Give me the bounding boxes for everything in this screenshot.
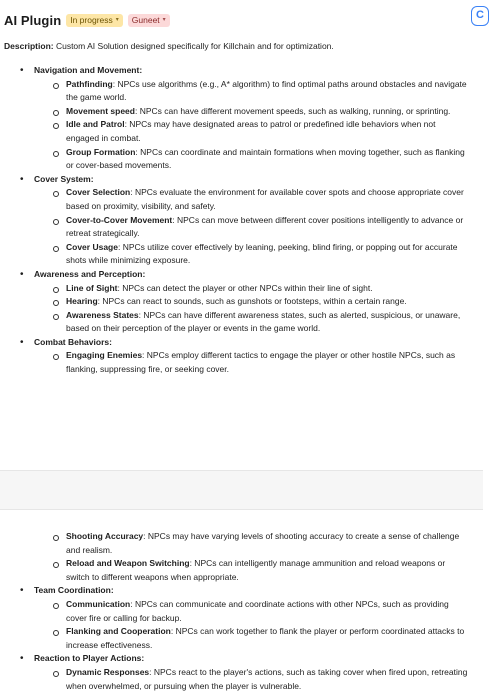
description-text: Custom AI Solution designed specifically for Killchain and for optimization. — [53, 41, 334, 51]
section-heading: • Reaction to Player Actions: — [34, 653, 145, 664]
item-text: : NPCs can have different movement speeds, such as walking, running, or sprinting. — [134, 105, 451, 116]
section-item — [0, 584, 483, 652]
list-item — [34, 118, 483, 145]
status-tag-label: In progress — [70, 14, 113, 25]
item-text: : NPCs can communicate and coordinate actions with other NPCs, such as providing cover fire or calling for backup. — [66, 598, 449, 623]
item-title: Idle and Patrol — [66, 119, 125, 130]
section-list — [0, 64, 483, 377]
item-title: Reload and Weapon Switching — [66, 558, 190, 569]
assignee-tag-label: Guneet — [131, 14, 160, 25]
item-title: Cover Usage — [66, 241, 118, 252]
item-text: : NPCs can coordinate and maintain formations when moving together, such as flanking or cover-based movements. — [66, 146, 465, 171]
item-text: : NPCs can have different awareness states, such as alerted, suspicious, or unaware, based on their perception of the player or events in the game world. — [66, 309, 461, 334]
assignee-tag[interactable] — [128, 14, 170, 27]
section-item — [0, 173, 483, 268]
document-page-2 — [0, 510, 483, 697]
section-list-continued — [0, 530, 483, 693]
item-title: Group Formation — [66, 146, 136, 157]
item-text: : NPCs use algorithms (e.g., A* algorithm) to find optimal paths around obstacles and navigate the game world. — [66, 78, 467, 103]
list-item — [34, 666, 483, 693]
section-heading: • Navigation and Movement: — [34, 65, 143, 75]
list-item — [34, 625, 483, 652]
item-text: : NPCs utilize cover effectively by leaning, peeking, blind firing, or popping out for accurate shots while minimizing exposure. — [66, 241, 458, 266]
item-title: Line of Sight — [66, 282, 118, 293]
list-item — [34, 557, 483, 584]
list-item — [34, 282, 483, 296]
item-title: Cover Selection — [66, 187, 131, 198]
item-title: Cover-to-Cover Movement — [66, 214, 173, 225]
list-item — [34, 78, 483, 105]
section-item — [0, 652, 483, 693]
section-item — [0, 336, 483, 377]
item-title: Hearing — [66, 296, 98, 307]
list-item — [34, 295, 483, 309]
item-text: : NPCs evaluate the environment for available cover spots and choose appropriate cover based on proximity, visibility, and safety. — [66, 187, 464, 211]
item-title: Flanking and Cooperation — [66, 626, 171, 637]
item-text: : NPCs may have varying levels of shooting accuracy to create a sense of challenge and realism. — [66, 531, 460, 555]
list-item — [34, 309, 483, 336]
item-title: Communication — [66, 598, 131, 609]
item-title: Awareness States — [66, 309, 139, 320]
item-text: : NPCs can react to sounds, such as gunshots or footsteps, within a certain range. — [97, 296, 407, 307]
section-heading: • Team Coordination: — [34, 585, 114, 596]
list-item — [34, 186, 483, 213]
item-title: Dynamic Responses — [66, 666, 150, 677]
section-heading: • Combat Behaviors: — [34, 336, 112, 347]
section-item-continued — [0, 530, 483, 584]
status-tag[interactable] — [66, 14, 123, 27]
item-text: : NPCs may have designated areas to patrol or predefined idle behaviors when not engaged in combat. — [66, 119, 436, 143]
list-item — [34, 105, 483, 119]
item-title: Engaging Enemies — [66, 350, 143, 361]
list-item — [34, 146, 483, 173]
item-text: : NPCs can work together to flank the player or perform coordinated attacks to increase effectiveness. — [66, 626, 465, 650]
list-item — [34, 349, 483, 376]
page-title: AI Plugin — [4, 12, 62, 28]
refresh-icon[interactable]: C — [471, 6, 489, 26]
page-header — [4, 9, 483, 31]
item-text: : NPCs can move between different cover positions intelligently to advance or retreat strategically. — [66, 214, 464, 239]
item-text: : NPCs react to the player's actions, such as taking cover when fired upon, retreating when overwhelmed, or pursuing when the player is vulnerable. — [66, 666, 468, 691]
description-label: Description: — [4, 41, 54, 51]
list-item — [34, 241, 483, 268]
section-item — [0, 64, 483, 173]
item-text: : NPCs can detect the player or other NPCs within their line of sight. — [117, 282, 373, 293]
item-title: Shooting Accuracy — [66, 531, 144, 541]
section-heading: • Cover System: — [34, 173, 94, 184]
list-item — [34, 214, 483, 241]
list-item — [34, 530, 483, 557]
item-title: Movement speed — [66, 105, 135, 116]
description — [4, 40, 474, 52]
item-text: : NPCs can intelligently manage ammunition and reload weapons or switch to different weapons when appropriate. — [66, 558, 446, 582]
chevron-down-icon: ▾ — [162, 16, 166, 23]
list-item — [34, 598, 483, 625]
item-title: Pathfinding — [66, 78, 113, 89]
section-item — [0, 268, 483, 336]
chevron-down-icon: ▾ — [115, 16, 119, 23]
section-heading: • Awareness and Perception: — [34, 268, 146, 279]
item-text: : NPCs employ different tactics to engage the player or other hostile NPCs, such as flanking, suppressing fire, or seeking cover. — [66, 350, 456, 375]
page-break — [0, 470, 483, 510]
